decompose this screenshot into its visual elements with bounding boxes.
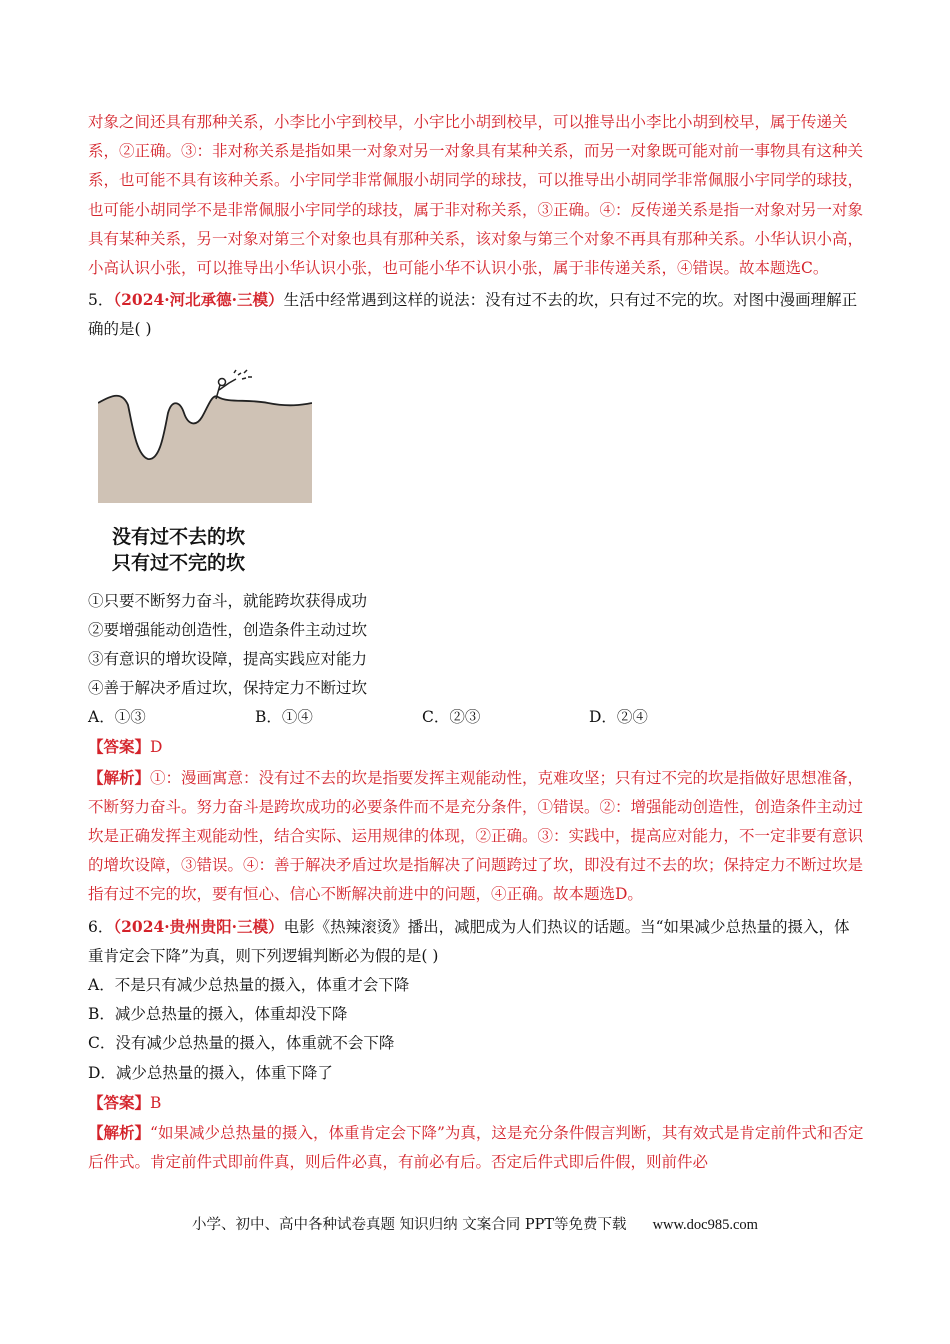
- question-6-text: 电影《热辣滚烫》播出，减肥成为人们热议的话题。当“如果减少总热量的摄入，体重肯定会下降”为真，则下列逻辑判断必为假的是( ): [88, 917, 850, 965]
- analysis-label: 【解析】: [88, 1123, 151, 1143]
- footer-url[interactable]: www.doc985.com: [652, 1217, 758, 1233]
- footer-text: 小学、初中、高中各种试卷真题 知识归纳 文案合同 PPT等免费下载: [192, 1217, 627, 1233]
- question-6-source: （2024·贵州贵阳·三模）: [113, 916, 284, 936]
- statement-1: ①只要不断努力奋斗，就能跨坎获得成功: [88, 591, 368, 610]
- document-page: [88, 108, 864, 1177]
- comic-caption-line-1: 没有过不去的坎: [112, 525, 246, 548]
- answer-value: D: [150, 738, 163, 757]
- question-6-answer: [88, 1088, 864, 1118]
- statement-4: ④善于解决矛盾过坎，保持定力不断过坎: [88, 679, 368, 698]
- question-6-stem: [88, 912, 864, 971]
- question-5-text: 生活中经常遇到这样的说法：没有过不去的坎，只有过不完的坎。对图中漫画理解正确的是( ): [88, 291, 858, 339]
- analysis-label: 【解析】: [88, 767, 151, 787]
- q6-option-d: D．减少总热量的摄入，体重下降了: [88, 1063, 333, 1082]
- question-6-analysis: [88, 1118, 864, 1177]
- page-footer: [0, 1213, 950, 1234]
- analysis-text: ①：漫画寓意：没有过不去的坎是指要发挥主观能动性，克难攻坚；只有过不完的坎是指做好思想准备，不断努力奋斗。努力奋斗是跨坎成功的必要条件而不是充分条件，①错误。②：增强能动创造性，创造条件主动过坎是正确发挥主观能动性，结合实际、运用规律的体现，②正确。③：实践中，提高应对能力，不一定非要有意识的增坎设障，③错误。④：善于解决矛盾过坎是指解决了问题跨过了坎，即没有过不去的坎；保持定力不断过坎是指有过不完的坎，要有恒心、信心不断解决前进中的问题，④正确。故本题选D。: [88, 768, 864, 904]
- question-5-number: 5．: [88, 291, 114, 310]
- answer-value: B: [150, 1093, 162, 1112]
- comic-image: [98, 363, 312, 573]
- option-c: C．②③: [422, 708, 481, 727]
- answer-label: 【答案】: [88, 737, 151, 757]
- option-a: A．①③: [88, 708, 146, 727]
- q6-option-b: B．减少总热量的摄入，体重却没下降: [88, 1005, 348, 1024]
- question-5-source: （2024·河北承德·三模）: [113, 290, 284, 310]
- question-6-number: 6．: [88, 917, 114, 936]
- comic-caption-line-2: 只有过不完的坎: [112, 551, 246, 573]
- previous-analysis: 对象之间还具有那种关系，小李比小宇到校早，小宇比小胡到校早，可以推导出小李比小胡到校早，属于传递关系，②正确。③：非对称关系是指如果一对象对另一对象具有某种关系，而另一对象既可能对前一事物具有这种关系，也可能不具有该种关系。小宇同学非常佩服小胡同学的球技，可以推导出小胡同学非常佩服小宇同学的球技，也可能小胡同学不是非常佩服小宇同学的球技，属于非对称关系，③正确。④：反传递关系是指一对象对另一对象具有某种关系，另一对象对第三个对象也具有那种关系，该对象与第三个对象不再具有那种关系。小华认识小高，小高认识小张，可以推导出小华认识小张，也可能小华不认识小张，属于非传递关系，④错误。故本题选C。: [88, 113, 864, 278]
- q6-option-a: A．不是只有减少总热量的摄入，体重才会下降: [88, 976, 410, 995]
- analysis-text: “如果减少总热量的摄入，体重肯定会下降”为真，这是充分条件假言判断，其有效式是肯定前件式和否定后件式。肯定前件式即前件真，则后件必真，有前必有后。否定后件式即后件假，则前件必: [88, 1124, 864, 1172]
- statement-2: ②要增强能动创造性，创造条件主动过坎: [88, 620, 368, 639]
- statement-3: ③有意识的增坎设障，提高实践应对能力: [88, 650, 368, 669]
- q6-option-c: C．没有减少总热量的摄入，体重就不会下降: [88, 1034, 395, 1053]
- question-5-options: [88, 703, 864, 732]
- question-5-answer: [88, 732, 864, 762]
- question-5-analysis: [88, 763, 864, 910]
- cartoon-ravine-drawing: [98, 363, 312, 573]
- option-b: B．①④: [255, 708, 313, 727]
- option-d: D．②④: [589, 708, 648, 727]
- question-5-stem: [88, 285, 864, 344]
- answer-label: 【答案】: [88, 1092, 151, 1112]
